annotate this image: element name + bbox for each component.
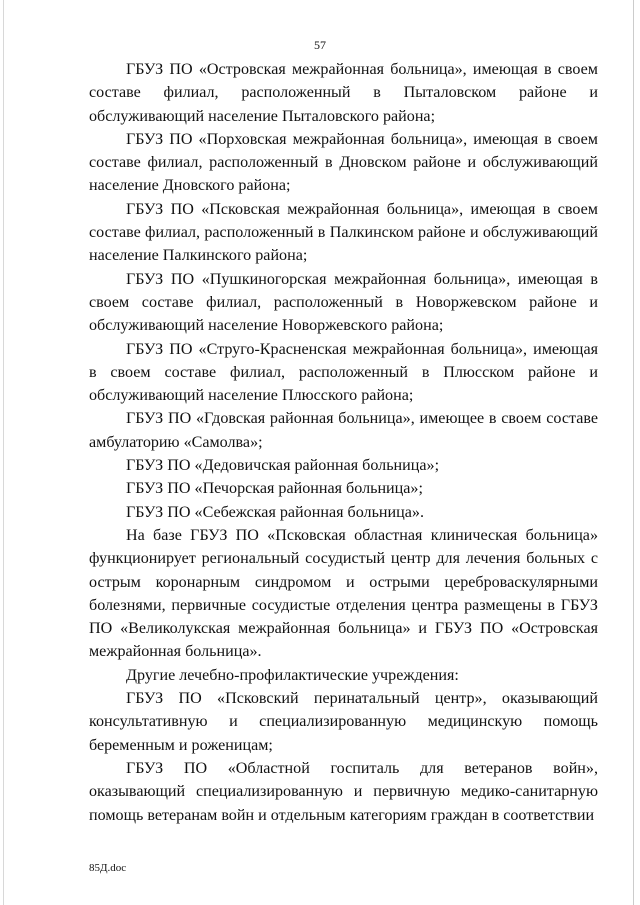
document-body [89, 58, 598, 827]
paragraph-other-institutions: Другие лечебно-профилактические учреждения: [126, 666, 459, 684]
paragraph-pushkinogorsk: ГБУЗ ПО «Пушкиногорская межрайонная больница», имеющая в своем составе филиал, расположенный в Новоржевском районе и обслуживающий население Новоржевского района; [89, 270, 598, 335]
paragraph-vascular-center: На базе ГБУЗ ПО «Псковская областная клиническая больница» функционирует региональный сосудистый центр для лечения больных с острым коронарным синдромом и острыми цереброваскулярными болезнями, первичные сосудистые отделения центра размещены в ГБУЗ ПО «Великолукская межрайонная больница» и ГБУЗ ПО «Островская межрайонная больница». [89, 526, 598, 661]
paragraph-perinatal-center: ГБУЗ ПО «Псковский перинатальный центр», оказывающий консультативную и специализированную медицинскую помощь беременным и роженицам; [89, 690, 598, 754]
paragraph-pskov: ГБУЗ ПО «Псковская межрайонная больница», имеющая в своем составе филиал, расположенный в Палкинском районе и обслуживающий население Палкинского района; [89, 200, 598, 265]
paragraph-veterans-hospital: ГБУЗ ПО «Областной госпиталь для ветеранов войн», оказывающий специализированную и первичную медико-санитарную помощь ветеранам войн и отдельным категориям граждан в соответствии [89, 759, 598, 824]
footer-filename: 85Д.doc [89, 862, 127, 874]
paragraph-dedovichi: ГБУЗ ПО «Дедовичская районная больница»; [126, 457, 440, 475]
paragraph-porkhov: ГБУЗ ПО «Порховская межрайонная больница», имеющая в своем составе филиал, расположенный в Дновском районе и обслуживающий население Дновского района; [89, 130, 598, 195]
scan-edge-left [3, 0, 4, 905]
paragraph-strugo-krasnye: ГБУЗ ПО «Струго-Красненская межрайонная больница», имеющая в своем составе филиал, расположенный в Плюсском районе и обслуживающий население Плюсского района; [89, 340, 598, 405]
paragraph-ostrov: ГБУЗ ПО «Островская межрайонная больница», имеющая в своем составе филиал, расположенный в Пыталовском районе и обслуживающий население Пыталовского района; [89, 61, 598, 125]
paragraph-pechory: ГБУЗ ПО «Печорская районная больница»; [126, 480, 423, 498]
paragraph-gdov: ГБУЗ ПО «Гдовская районная больница», имеющее в своем составе амбулаторию «Самолва»; [89, 410, 598, 451]
scan-edge-right [633, 0, 634, 905]
page-number: 57 [314, 38, 326, 52]
paragraph-sebezh: ГБУЗ ПО «Себежская районная больница». [126, 503, 424, 521]
